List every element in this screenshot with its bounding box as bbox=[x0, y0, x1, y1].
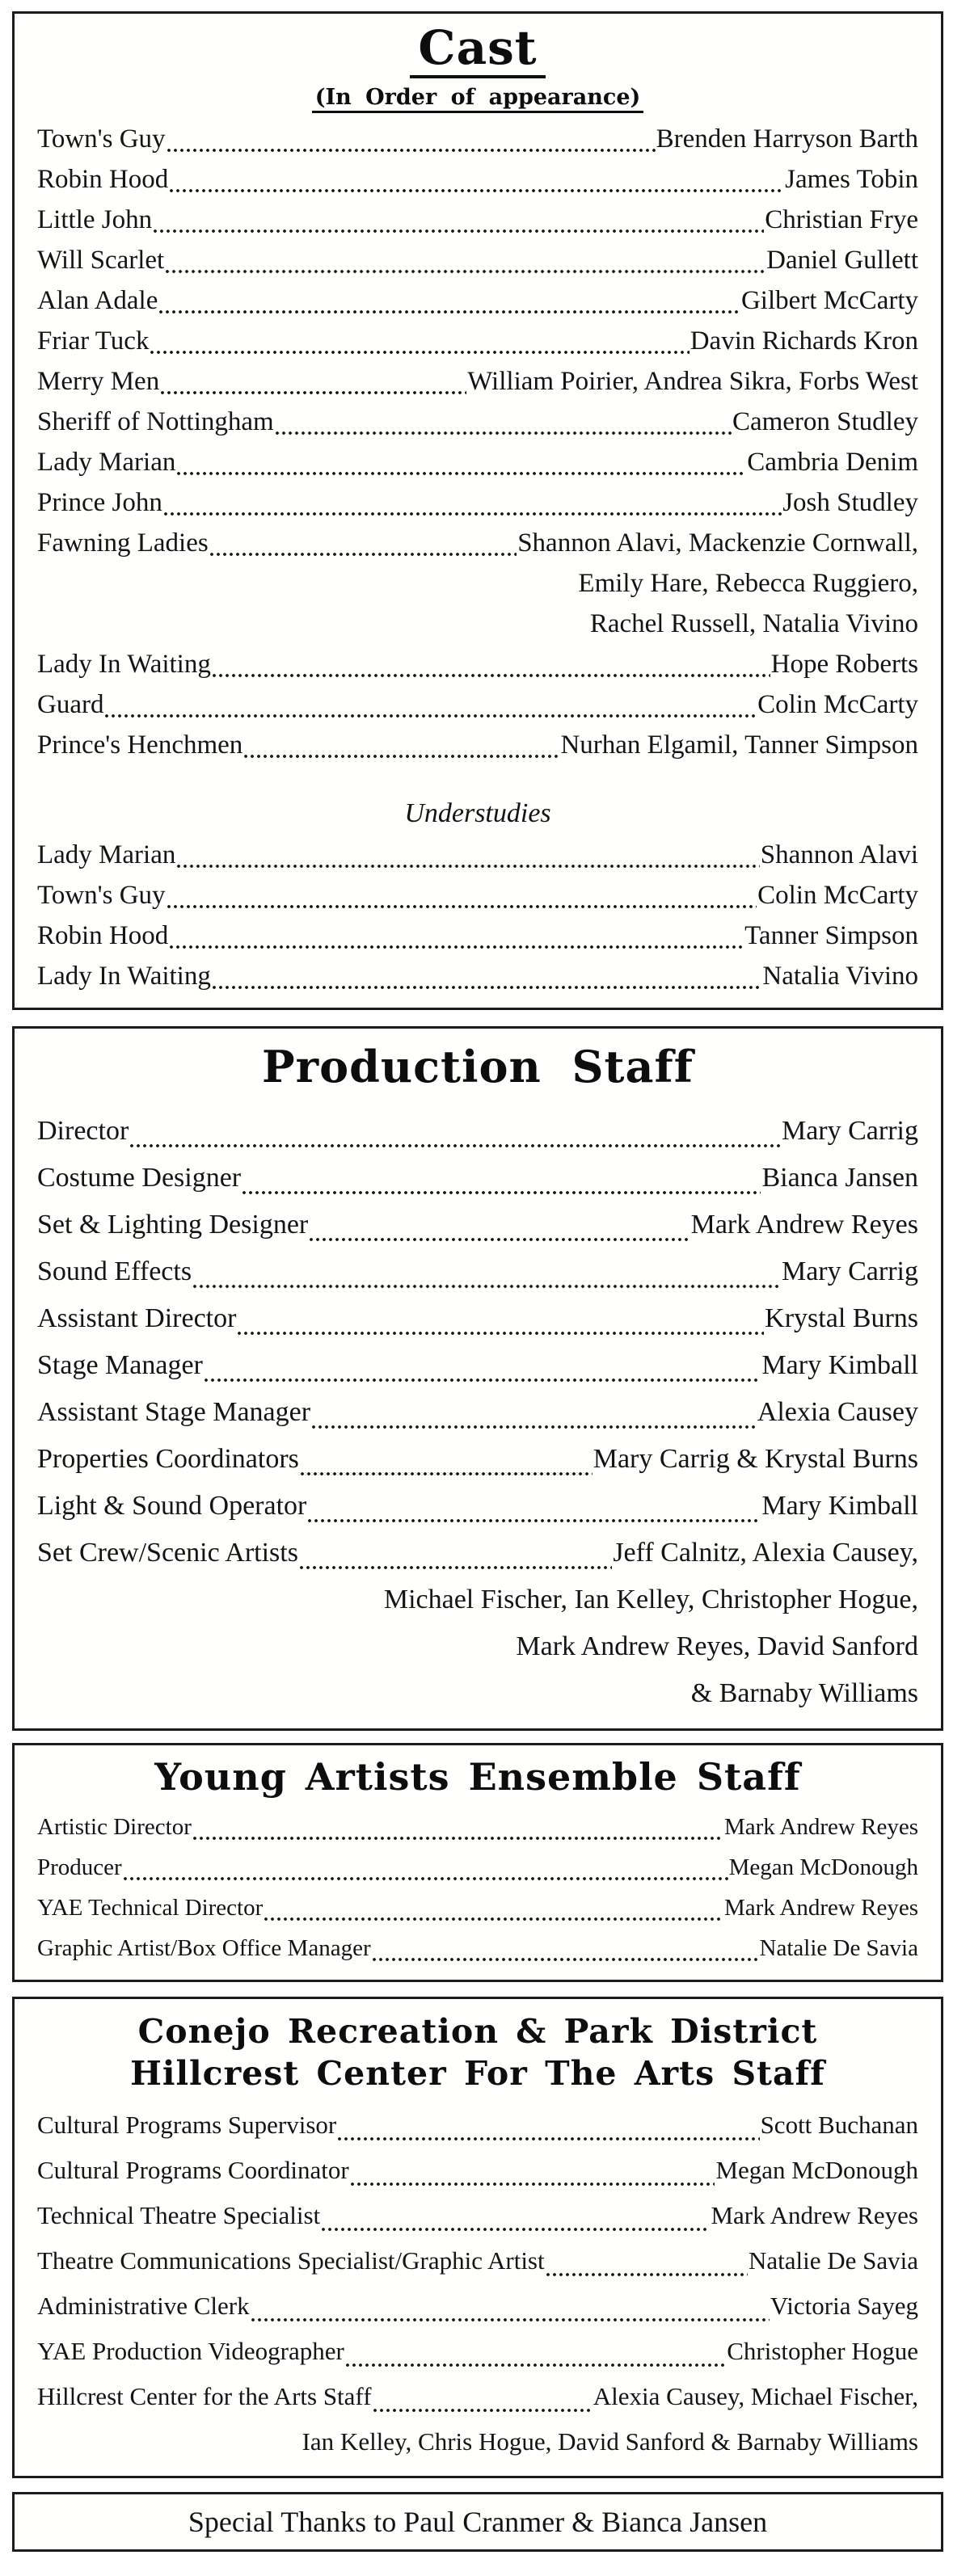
credit-row bbox=[37, 915, 918, 956]
credit-row bbox=[37, 159, 918, 200]
credit-role: Sound Effects bbox=[37, 1256, 192, 1286]
credit-role: Light & Sound Operator bbox=[37, 1491, 307, 1521]
credit-row bbox=[37, 280, 918, 321]
credit-role: Will Scarlet bbox=[37, 246, 165, 275]
credit-name: Mary Carrig bbox=[781, 1116, 918, 1146]
credit-role: Set Crew/Scenic Artists bbox=[37, 1538, 298, 1568]
credit-name: Natalie De Savia bbox=[759, 1935, 918, 1961]
dotted-leader bbox=[158, 309, 740, 315]
dotted-leader bbox=[192, 1284, 781, 1290]
cast-title bbox=[37, 22, 918, 78]
credit-name: Cambria Denim bbox=[747, 448, 918, 477]
section-gap bbox=[0, 1010, 970, 1026]
credit-row bbox=[37, 482, 918, 523]
credit-name: Christian Frye bbox=[765, 205, 918, 234]
credit-role: Prince John bbox=[37, 488, 162, 517]
credit-role: Director bbox=[37, 1116, 129, 1146]
credit-role: Prince's Henchmen bbox=[37, 730, 243, 760]
dotted-leader bbox=[176, 864, 759, 869]
credit-role: Technical Theatre Specialist bbox=[37, 2201, 321, 2229]
yae-staff-title bbox=[37, 1753, 918, 1804]
credit-row bbox=[37, 1807, 918, 1847]
credit-row bbox=[37, 523, 918, 563]
credit-row bbox=[37, 1888, 918, 1928]
dotted-leader bbox=[165, 269, 765, 275]
credit-role: Producer bbox=[37, 1854, 122, 1880]
credit-role: Costume Designer bbox=[37, 1163, 242, 1193]
credit-role: Alan Adale bbox=[37, 286, 158, 315]
section-gap bbox=[0, 1731, 970, 1743]
credit-role: Stage Manager bbox=[37, 1350, 203, 1380]
special-thanks-text: Special Thanks to Paul Cranmer & Bianca Jansen bbox=[188, 2506, 768, 2538]
credit-role: Cultural Programs Coordinator bbox=[37, 2156, 349, 2184]
credit-name: William Poirier, Andrea Sikra, Forbs West bbox=[467, 367, 918, 396]
credit-name: Christopher Hogue bbox=[727, 2337, 918, 2365]
credit-row bbox=[37, 956, 918, 996]
credit-row bbox=[37, 1436, 918, 1483]
dotted-leader bbox=[546, 2272, 748, 2278]
credit-row bbox=[37, 1928, 918, 1968]
dotted-leader bbox=[264, 1917, 723, 1922]
credit-row bbox=[37, 1483, 918, 1530]
understudies-title: Understudies bbox=[404, 798, 551, 828]
dotted-leader bbox=[237, 1331, 764, 1336]
crpd-hillcrest-section bbox=[12, 1997, 943, 2478]
credit-name: Brenden Harryson Barth bbox=[656, 124, 918, 154]
cast-title-text: Cast bbox=[410, 22, 545, 78]
credit-role: Sheriff of Nottingham bbox=[37, 407, 274, 436]
dotted-leader bbox=[275, 431, 732, 436]
section-gap bbox=[0, 2478, 970, 2492]
production-staff-title bbox=[37, 1037, 918, 1100]
production-staff-section bbox=[12, 1026, 943, 1731]
yae-staff-title-text: Young Artists Ensemble Staff bbox=[154, 1755, 801, 1799]
cast-subtitle bbox=[37, 85, 918, 111]
credit-row bbox=[37, 875, 918, 915]
dotted-leader bbox=[337, 2136, 759, 2142]
credit-role: Robin Hood bbox=[37, 165, 169, 194]
credit-role: Theatre Communications Specialist/Graphic Artist bbox=[37, 2246, 545, 2275]
credit-name: Mark Andrew Reyes bbox=[711, 2201, 918, 2229]
credit-name: Mary Carrig bbox=[781, 1256, 918, 1286]
credit-name: Mark Andrew Reyes bbox=[723, 1814, 918, 1840]
credit-name: Natalia Vivino bbox=[762, 962, 918, 991]
credit-continuation-line: Rachel Russell, Natalia Vivino bbox=[589, 609, 918, 638]
dotted-leader bbox=[204, 1378, 761, 1383]
credit-row bbox=[37, 1295, 918, 1342]
crpd-title bbox=[37, 2010, 918, 2094]
credit-row bbox=[37, 835, 918, 875]
credit-name: Megan McDonough bbox=[728, 1854, 918, 1880]
credit-name: Mary Kimball bbox=[761, 1350, 918, 1380]
credit-name: Mark Andrew Reyes bbox=[723, 1895, 918, 1921]
credit-name: Colin McCarty bbox=[757, 690, 918, 719]
credit-row bbox=[37, 2283, 918, 2329]
credit-row bbox=[37, 321, 918, 361]
credit-row bbox=[37, 119, 918, 159]
credit-continuation-line: Mark Andrew Reyes, David Sanford bbox=[516, 1631, 918, 1661]
dotted-leader bbox=[160, 390, 466, 396]
dotted-leader bbox=[212, 673, 770, 679]
dotted-leader bbox=[243, 754, 559, 760]
special-thanks-section bbox=[12, 2492, 943, 2552]
dotted-leader bbox=[345, 2363, 726, 2368]
section-gap bbox=[0, 1982, 970, 1997]
credit-row bbox=[37, 2193, 918, 2238]
credit-row bbox=[37, 1389, 918, 1436]
credit-name: Josh Studley bbox=[782, 488, 918, 517]
dotted-leader bbox=[307, 1518, 761, 1524]
credit-name: Krystal Burns bbox=[765, 1303, 918, 1333]
credit-row bbox=[37, 1155, 918, 1202]
credit-role: Town's Guy bbox=[37, 881, 166, 910]
credit-role: YAE Production Videographer bbox=[37, 2337, 344, 2365]
credit-name: Alexia Causey bbox=[757, 1397, 918, 1427]
credit-role: Lady Marian bbox=[37, 840, 176, 869]
credit-role: Cultural Programs Supervisor bbox=[37, 2111, 337, 2139]
production-staff-title-text: Production Staff bbox=[262, 1041, 694, 1092]
dotted-leader bbox=[169, 945, 744, 950]
credit-name: Cameron Studley bbox=[732, 407, 918, 436]
dotted-leader bbox=[104, 713, 757, 719]
credit-row bbox=[37, 361, 918, 402]
dotted-leader bbox=[150, 350, 689, 356]
credit-continuation-line: & Barnaby Williams bbox=[690, 1678, 918, 1708]
crpd-title-line1: Conejo Recreation & Park District bbox=[137, 2012, 818, 2051]
credit-name: Mark Andrew Reyes bbox=[690, 1210, 918, 1240]
credit-name: Daniel Gullett bbox=[766, 246, 918, 275]
credit-role: Artistic Director bbox=[37, 1814, 192, 1840]
dotted-leader bbox=[163, 511, 782, 517]
crpd-rows bbox=[37, 2102, 918, 2464]
credit-row bbox=[37, 2148, 918, 2193]
credit-role: Assistant Director bbox=[37, 1303, 237, 1333]
credit-continuation-line: Ian Kelley, Chris Hogue, David Sanford & Barnaby Williams bbox=[302, 2427, 918, 2456]
credit-role: Guard bbox=[37, 690, 104, 719]
credit-role: Town's Guy bbox=[37, 124, 166, 154]
dotted-leader bbox=[169, 188, 784, 194]
credit-role: Hillcrest Center for the Arts Staff bbox=[37, 2382, 372, 2410]
credit-row bbox=[37, 2238, 918, 2283]
dotted-leader bbox=[251, 2317, 770, 2323]
credit-name: Davin Richards Kron bbox=[690, 326, 918, 356]
credit-row bbox=[37, 442, 918, 482]
dotted-leader bbox=[372, 1957, 759, 1963]
credit-role: Properties Coordinators bbox=[37, 1444, 299, 1474]
credit-row bbox=[37, 1847, 918, 1888]
credit-name: Colin McCarty bbox=[757, 881, 918, 910]
credit-row bbox=[37, 2102, 918, 2148]
credit-row bbox=[37, 1108, 918, 1155]
credit-name: James Tobin bbox=[785, 165, 918, 194]
dotted-leader bbox=[350, 2182, 715, 2187]
understudies-rows bbox=[37, 835, 918, 996]
credit-name: Mary Kimball bbox=[761, 1491, 918, 1521]
credit-role: Lady Marian bbox=[37, 448, 176, 477]
credit-name: Gilbert McCarty bbox=[740, 286, 918, 315]
crpd-title-line2: Hillcrest Center For The Arts Staff bbox=[130, 2054, 825, 2093]
credit-name: Alexia Causey, Michael Fischer, bbox=[593, 2382, 918, 2410]
credit-row bbox=[37, 200, 918, 240]
dotted-leader bbox=[209, 552, 517, 558]
dotted-leader bbox=[153, 229, 764, 234]
dotted-leader bbox=[212, 985, 762, 991]
credit-name: Bianca Jansen bbox=[761, 1163, 918, 1193]
credit-name: Nurhan Elgamil, Tanner Simpson bbox=[560, 730, 918, 760]
dotted-leader bbox=[192, 1836, 723, 1842]
credit-continuation-line: Michael Fischer, Ian Kelley, Christopher Hogue, bbox=[383, 1585, 918, 1614]
credit-row bbox=[37, 240, 918, 280]
dotted-leader bbox=[309, 1237, 690, 1243]
credit-name: Jeff Calnitz, Alexia Causey, bbox=[613, 1538, 918, 1568]
yae-staff-rows bbox=[37, 1807, 918, 1968]
dotted-leader bbox=[167, 904, 757, 910]
credit-name: Tanner Simpson bbox=[744, 921, 918, 950]
credit-role: Assistant Stage Manager bbox=[37, 1397, 311, 1427]
credit-role: Lady In Waiting bbox=[37, 962, 211, 991]
credit-row bbox=[37, 2374, 918, 2419]
credit-name: Victoria Sayeg bbox=[770, 2292, 918, 2320]
credit-role: Lady In Waiting bbox=[37, 650, 211, 679]
credit-role: YAE Technical Director bbox=[37, 1895, 264, 1921]
production-staff-rows bbox=[37, 1108, 918, 1717]
dotted-leader bbox=[299, 1565, 612, 1571]
credit-role: Administrative Clerk bbox=[37, 2292, 250, 2320]
credit-row bbox=[37, 2329, 918, 2374]
credit-role: Friar Tuck bbox=[37, 326, 150, 356]
credit-row bbox=[37, 1342, 918, 1389]
credit-name: Mary Carrig & Krystal Burns bbox=[593, 1444, 918, 1474]
cast-rows bbox=[37, 119, 918, 765]
credit-row bbox=[37, 725, 918, 765]
credit-name: Shannon Alavi bbox=[760, 840, 918, 869]
credit-name: Natalie De Savia bbox=[748, 2246, 918, 2275]
dotted-leader bbox=[167, 148, 656, 154]
credit-name: Shannon Alavi, Mackenzie Cornwall, bbox=[517, 528, 918, 558]
credit-row bbox=[37, 1202, 918, 1248]
credit-role: Fawning Ladies bbox=[37, 528, 209, 558]
yae-staff-section bbox=[12, 1743, 943, 1982]
dotted-leader bbox=[300, 1471, 593, 1477]
dotted-leader bbox=[123, 1876, 728, 1882]
credit-role: Graphic Artist/Box Office Manager bbox=[37, 1935, 371, 1961]
credit-role: Set & Lighting Designer bbox=[37, 1210, 309, 1240]
dotted-leader bbox=[311, 1425, 757, 1430]
credit-row bbox=[37, 1248, 918, 1295]
credit-role: Robin Hood bbox=[37, 921, 169, 950]
dotted-leader bbox=[321, 2227, 710, 2233]
credit-row bbox=[37, 644, 918, 684]
credit-role: Merry Men bbox=[37, 367, 160, 396]
credit-name: Hope Roberts bbox=[770, 650, 918, 679]
credit-name: Scott Buchanan bbox=[760, 2111, 918, 2139]
credit-name: Megan McDonough bbox=[715, 2156, 918, 2184]
credit-row bbox=[37, 684, 918, 725]
cast-subtitle-text: (In Order of appearance) bbox=[312, 85, 644, 113]
credit-row bbox=[37, 402, 918, 442]
dotted-leader bbox=[129, 1143, 781, 1149]
dotted-leader bbox=[373, 2408, 593, 2414]
dotted-leader bbox=[176, 471, 746, 477]
dotted-leader bbox=[242, 1190, 761, 1196]
credit-continuation-line: Emily Hare, Rebecca Ruggiero, bbox=[578, 569, 918, 598]
credit-row bbox=[37, 1530, 918, 1576]
credit-role: Little John bbox=[37, 205, 153, 234]
cast-section bbox=[12, 11, 943, 1010]
